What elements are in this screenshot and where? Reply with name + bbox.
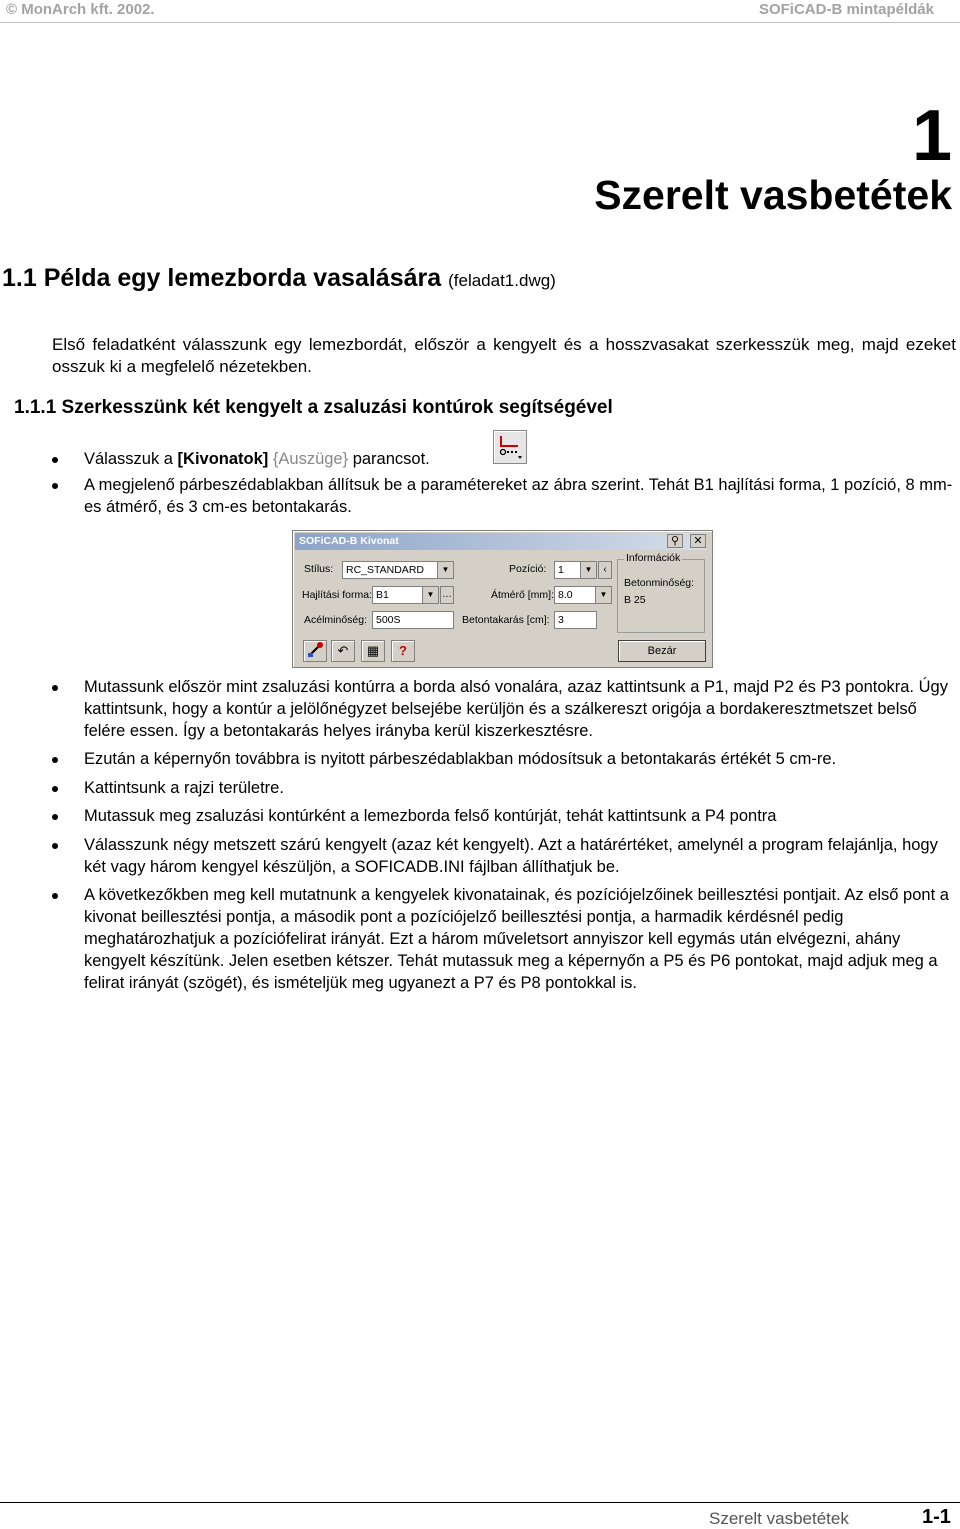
header-title: SOFiCAD-B mintapéldák: [758, 1, 934, 18]
shape-value: B1: [376, 589, 389, 601]
undo-icon[interactable]: ↶: [331, 640, 355, 662]
bullet-text: A következőkben meg kell mutatnunk a kengyelek kivonatainak, és pozíciójelzőinek beillesztési pontjait. Az első pont a kivonat beillesztési pontja, a második pont a pozíciójelző beillesztési pontja, a harmadik kérdésnél pedig meghatározhatjuk a pozíciófelirat irányát. Ezt a három műveletsort annyiszor kell egymás után elvégezni, ahány kengyelt készítünk. Jelen esetben kétszer. Tehát mutassuk meg a képernyőn a P5 és P6 pontokat, majd adjuk meg a felirat irányát (szögét), és ismételjük meg ugyanezt a P7 és P8 pontokkal is.: [84, 886, 949, 992]
chevron-down-icon[interactable]: ▼: [437, 562, 453, 578]
bullet-text: Ezután a képernyőn továbbra is nyitott párbeszédablakban módosítsuk a betontakarás értékét 5 cm-re.: [84, 750, 837, 768]
shape-label: Hajlítási forma:: [302, 589, 373, 601]
bullet-icon: [52, 685, 58, 691]
chevron-down-icon[interactable]: ▼: [422, 587, 438, 603]
chapter-title: Szerelt vasbetétek: [594, 172, 952, 218]
bullet-text: Mutassuk meg zsaluzási kontúrként a lemezborda felső kontúrját, tehát kattintsunk a P4 pontra: [84, 807, 777, 825]
command-german-name: {Auszüge}: [268, 450, 349, 468]
pick-icon[interactable]: [303, 640, 327, 662]
bullet-text: Válasszunk négy metszett szárú kengyelt (azaz két kengyelt). Azt a határértéket, amelynél a program felajánlja, hogy két vagy három kengyel készüljön, a SOFICADB.INI fájlban állíthatjuk be.: [84, 836, 938, 876]
close-icon[interactable]: ✕: [690, 534, 706, 548]
extract-command-icon: [493, 430, 527, 464]
bullet-icon: [52, 893, 58, 899]
bullet-icon: [52, 786, 58, 792]
footer-divider: [0, 1502, 960, 1503]
position-value: 1: [558, 564, 564, 576]
chapter-number: 1: [911, 96, 952, 176]
chevron-down-icon[interactable]: ▼: [580, 562, 596, 578]
footer-title: Szerelt vasbetétek: [709, 1509, 849, 1528]
section-filename: (feladat1.dwg): [448, 271, 556, 290]
info-group-title: Információk: [626, 552, 681, 564]
section-heading: [2, 264, 556, 293]
pin-icon[interactable]: ⚲: [667, 534, 683, 548]
close-button[interactable]: Bezár: [618, 640, 706, 662]
diameter-label: Átmérő [mm]:: [491, 589, 555, 601]
diameter-select[interactable]: [554, 586, 612, 604]
section-title: 1.1 Példa egy lemezborda vasalására: [2, 264, 442, 292]
help-icon[interactable]: ?: [391, 640, 415, 662]
cover-input[interactable]: 3: [554, 611, 597, 629]
bullet-icon: [52, 814, 58, 820]
style-select[interactable]: [342, 561, 454, 579]
browse-button[interactable]: …: [440, 586, 454, 604]
bullet-text: Mutassunk először mint zsaluzási kontúrra a borda alsó vonalára, azaz kattintsunk a P1, majd P2 és P3 pontokra. Úgy kattintsunk, hogy a kontúr a jelölőnégyzet belsejébe kerüljön és a szálkereszt origója a bordakeresztmetszet belső felére essen. Így a betontakarás helyes irányba kerül kiszerkesztésre.: [84, 678, 948, 740]
bullet-text: parancsot.: [348, 450, 430, 468]
keyboard-icon[interactable]: ▦: [361, 640, 385, 662]
concrete-label: Betonminőség:: [624, 577, 695, 589]
page-number: 1-1: [922, 1506, 951, 1528]
steel-label: Acélminőség:: [304, 614, 368, 626]
bullet-icon: [52, 483, 58, 489]
shape-select[interactable]: [372, 586, 439, 604]
style-value: RC_STANDARD: [346, 564, 424, 576]
concrete-value: B 25: [624, 594, 646, 606]
diameter-value: 8.0: [558, 589, 573, 601]
dialog-title: SOFiCAD-B Kivonat: [295, 533, 706, 550]
chevron-down-icon[interactable]: ▼: [595, 587, 611, 603]
header-copyright: © MonArch kft. 2002.: [6, 1, 155, 18]
cover-label: Betontakarás [cm]:: [462, 614, 550, 626]
bullet-icon: [52, 457, 58, 463]
position-label: Pozíció:: [509, 563, 547, 575]
steel-input[interactable]: 500S: [372, 611, 454, 629]
chevron-left-icon[interactable]: ‹: [598, 561, 612, 579]
intro-paragraph: Első feladatként válasszunk egy lemezbordát, először a kengyelt és a hosszvasakat szerkesszük meg, majd ezeket osszuk ki a megfelelő nézetekben.: [52, 335, 956, 376]
header-divider: [0, 22, 960, 23]
bullet-text: Kattintsunk a rajzi területre.: [84, 779, 284, 797]
bullet-text: A megjelenő párbeszédablakban állítsuk be a paramétereket az ábra szerint. Tehát B1 hajlítási forma, 1 pozíció, 8 mm-es átmérő, és 3 cm-es betontakarás.: [84, 476, 953, 516]
position-select[interactable]: [554, 561, 597, 579]
subsection-heading: 1.1.1 Szerkesszünk két kengyelt a zsaluzási kontúrok segítségével: [14, 397, 613, 418]
bullet-icon: [52, 843, 58, 849]
bullet-icon: [52, 757, 58, 763]
bullet-text: Válasszuk a: [84, 450, 178, 468]
command-name: [Kivonatok]: [177, 450, 269, 468]
style-label: Stílus:: [304, 563, 334, 575]
